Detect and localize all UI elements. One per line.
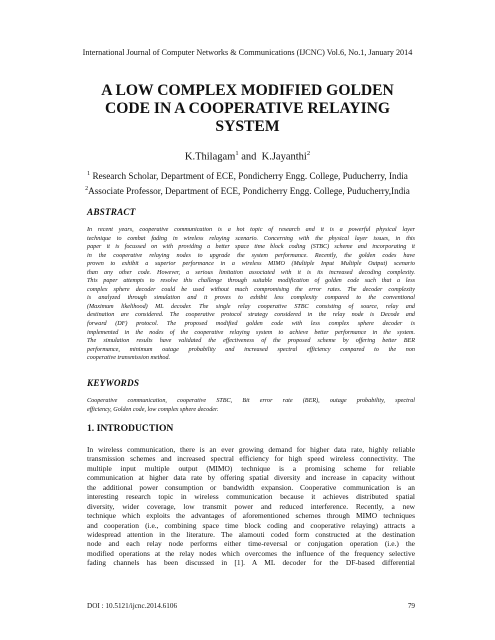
introduction-line: fading channels has been discussed in [1]. A ML decoder for the DF-based differential (87, 558, 415, 568)
introduction-line: the additional power consumption or bandwidth expansion. Cooperative communication is an (87, 482, 415, 492)
title-line: A LOW COMPLEX MODIFIED GOLDEN (101, 82, 394, 99)
title-line: CODE IN A COOPERATIVE RELAYING (104, 100, 391, 117)
author-name: K.Thilagam (184, 151, 236, 163)
abstract-line: The simulation results have validated the effectiveness of the proposed scheme by offering better BER (87, 338, 415, 345)
introduction-line: interesting research topic in wireless communication because it achieves distributed spatial (87, 492, 415, 502)
title-line: SYSTEM (215, 118, 280, 135)
abstract-line: complex sphere decoder could be used without much compromising the error rates. The decoder complexity (87, 286, 415, 293)
abstract-line: cooperative transmission method. (87, 355, 171, 362)
author-name: K.Jayanthi (261, 151, 307, 163)
introduction-line: node and each relay node performs either time-reversal or conjugation operation (i.e.) the (87, 539, 415, 549)
introduction-line: communication at higher data rate by offering spatial diversity and increase in capacity without (87, 473, 415, 483)
journal-header: International Journal of Computer Networks & Communications (IJCNC) Vol.6, No.1, January 2014 (82, 48, 413, 57)
abstract-line: destination are considered. The cooperative protocol strategy considered in the relay node is Decode and (87, 312, 415, 319)
affiliation-text: Associate Professor, Department of ECE, Pondicherry Engg. College, Puducherry,India (88, 185, 410, 196)
abstract-line: than any other code. However, a serious limitation associated with it is its increased decoding complexity. (87, 269, 415, 276)
introduction-line: In wireless communication, there is an ever growing demand for higher data rate, highly reliable (87, 445, 415, 454)
introduction-body (87, 445, 415, 568)
keywords-heading: KEYWORDS (87, 378, 140, 388)
introduction-line: widespread attention in the literature. The alamouti coded form constructed at the destination (87, 529, 415, 539)
introduction-line: multiple input multiple output (MIMO) technique is a promising scheme for reliable (87, 463, 415, 473)
affiliation-line (0, 168, 495, 183)
affiliations (0, 168, 495, 197)
abstract-line: performance, minimum outage probability and increased spectral efficiency compared to the non (87, 346, 415, 353)
abstract-line: is analyzed through simulation and it proves to exhibit less complexity compared to the conventional (87, 295, 415, 302)
abstract-line: (Maximum likelihood) ML decoder. The single relay cooperative STBC consisting of source, relay and (87, 303, 415, 310)
affiliation-superscript: 1 (87, 171, 91, 177)
abstract-line: technique to combat fading in wireless relaying scenario. Concerning with the physical layer issues, in this (87, 235, 415, 242)
abstract-line: paper it is focussed on with providing a better space time block coding (STBC) scheme and incorporating it (87, 244, 415, 251)
abstract-heading: ABSTRACT (87, 207, 136, 217)
abstract-line: in the cooperative relaying nodes to upgrade the system performance. Recently, the golden codes have (87, 252, 415, 259)
paper-title (60, 82, 435, 136)
abstract-line: proven to exhibit a superior performance in a wireless MIMO (Multiple Input Multiple Output) scenario (87, 261, 415, 268)
abstract-line: In recent years, cooperative communication is a hot topic of research and it is a powerful physical layer (87, 227, 415, 233)
authors-line (0, 150, 495, 163)
abstract-line: implemented in the nodes of the cooperative relaying system to achieve better performance in the system. (87, 329, 415, 336)
affiliation-line (0, 183, 495, 198)
introduction-heading: 1. INTRODUCTION (87, 423, 174, 434)
keywords-line: Cooperative communication, cooperative STBC, Bit error rate (BER), outage probability, spectral (87, 398, 415, 404)
abstract-body (87, 226, 415, 363)
introduction-line: diversity, wider coverage, low transmit power and reduced interference. Recently, a new (87, 501, 415, 511)
introduction-line: and cooperation (i.e., combining space time block coding and cooperative relaying) attracts a (87, 520, 415, 530)
abstract-line: forward (DF) protocol. The proposed modified golden code with less complex sphere decoder is (87, 321, 415, 328)
abstract-line: This paper attempts to resolve this challenge through suitable modification of golden code such that a less (87, 278, 415, 285)
keywords-line: efficiency, Golden code, low complex sphere decoder. (87, 406, 219, 413)
page-number: 79 (407, 602, 415, 610)
author-superscript: 2 (306, 150, 311, 157)
footer-doi: DOI : 10.5121/ijcnc.2014.6106 (87, 602, 178, 610)
author-conjunction: and (241, 151, 257, 163)
keywords-body (87, 397, 415, 415)
author-superscript: 1 (235, 150, 239, 157)
introduction-line: technique which exploits the advantages of aforementioned schemes through MIMO techniques (87, 511, 415, 521)
affiliation-text: Research Scholar, Department of ECE, Pondicherry Engg. College, Puducherry, India (92, 171, 408, 182)
affiliation-superscript: 2 (85, 185, 89, 192)
introduction-line: transmission schemes and increased spectral efficiency for high speed wireless connectivity. The (87, 454, 415, 464)
introduction-line: modified operations at the relay nodes which overcomes the influence of the frequency selective (87, 548, 415, 558)
